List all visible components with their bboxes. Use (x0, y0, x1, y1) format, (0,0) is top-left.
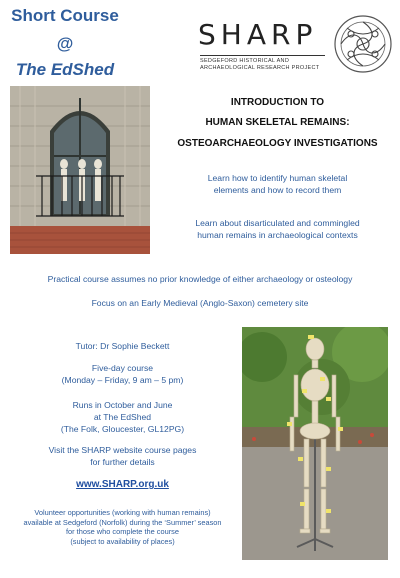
title-line-2: @ (56, 34, 74, 53)
logo-subtitle-line-2: ARCHAEOLOGICAL RESEARCH PROJECT (200, 65, 320, 71)
vol-line-1: Volunteer opportunities (working with human remains) (34, 508, 211, 517)
visit-note (10, 444, 235, 468)
tutor: Tutor: Dr Sophie Beckett (75, 341, 170, 351)
celtic-knot-icon (333, 14, 393, 74)
vol-line-2: available at Sedgeford (Norfolk) during the ‘Summer’ season (23, 517, 222, 527)
intro-p1-line-2: elements and how to record them (213, 185, 342, 195)
course-runs (10, 399, 235, 435)
logo-subtitle (200, 58, 319, 72)
volunteer-note (5, 508, 240, 546)
runs-line-1: Runs in October and June (72, 400, 173, 410)
course-line-2: (Monday – Friday, 9 am – 5 pm) (61, 375, 184, 385)
website-link[interactable]: www.SHARP.org.uk (76, 479, 169, 490)
intro-p2-line-2: human remains in archaeological contexts (197, 230, 358, 240)
visit-line-2: for further details (90, 457, 155, 467)
vol-line-3: for those who complete the course (66, 527, 179, 536)
prior-knowledge-note: Practical course assumes no prior knowledge of either archaeology or osteology (47, 274, 353, 284)
vol-line-4: (subject to availability of places) (70, 536, 175, 546)
heading-line-2: HUMAN SKELETAL REMAINS: (205, 117, 350, 128)
runs-line-2: at The EdShed (93, 412, 152, 422)
focus-note: Focus on an Early Medieval (Anglo-Saxon) cemetery site (91, 298, 309, 308)
title-line-3: The EdShed (15, 60, 115, 79)
runs-line-3: (The Folk, Gloucester, GL12PG) (60, 424, 185, 434)
course-duration (10, 362, 235, 386)
intro-p2-line-1: Learn about disarticulated and commingled (195, 218, 360, 228)
skeleton-photo (242, 327, 388, 560)
intro-p1-line-1: Learn how to identify human skeletal (207, 173, 348, 183)
title-line-1: Short Course (11, 6, 119, 25)
intro-paragraph-1 (160, 172, 395, 196)
heading-line-3: OSTEOARCHAEOLOGY INVESTIGATIONS (177, 138, 378, 149)
logo-rule (200, 55, 325, 56)
edshed-building-photo (10, 86, 150, 254)
heading-line-1: INTRODUCTION TO (230, 97, 325, 108)
visit-line-1: Visit the SHARP website course pages (48, 445, 197, 455)
logo-subtitle-line-1: SEDGEFORD HISTORICAL AND (200, 58, 290, 64)
sharp-logo (193, 14, 393, 76)
logo-wordmark: SHARP (198, 18, 318, 51)
intro-paragraph-2 (160, 217, 395, 241)
course-line-1: Five-day course (91, 363, 154, 373)
